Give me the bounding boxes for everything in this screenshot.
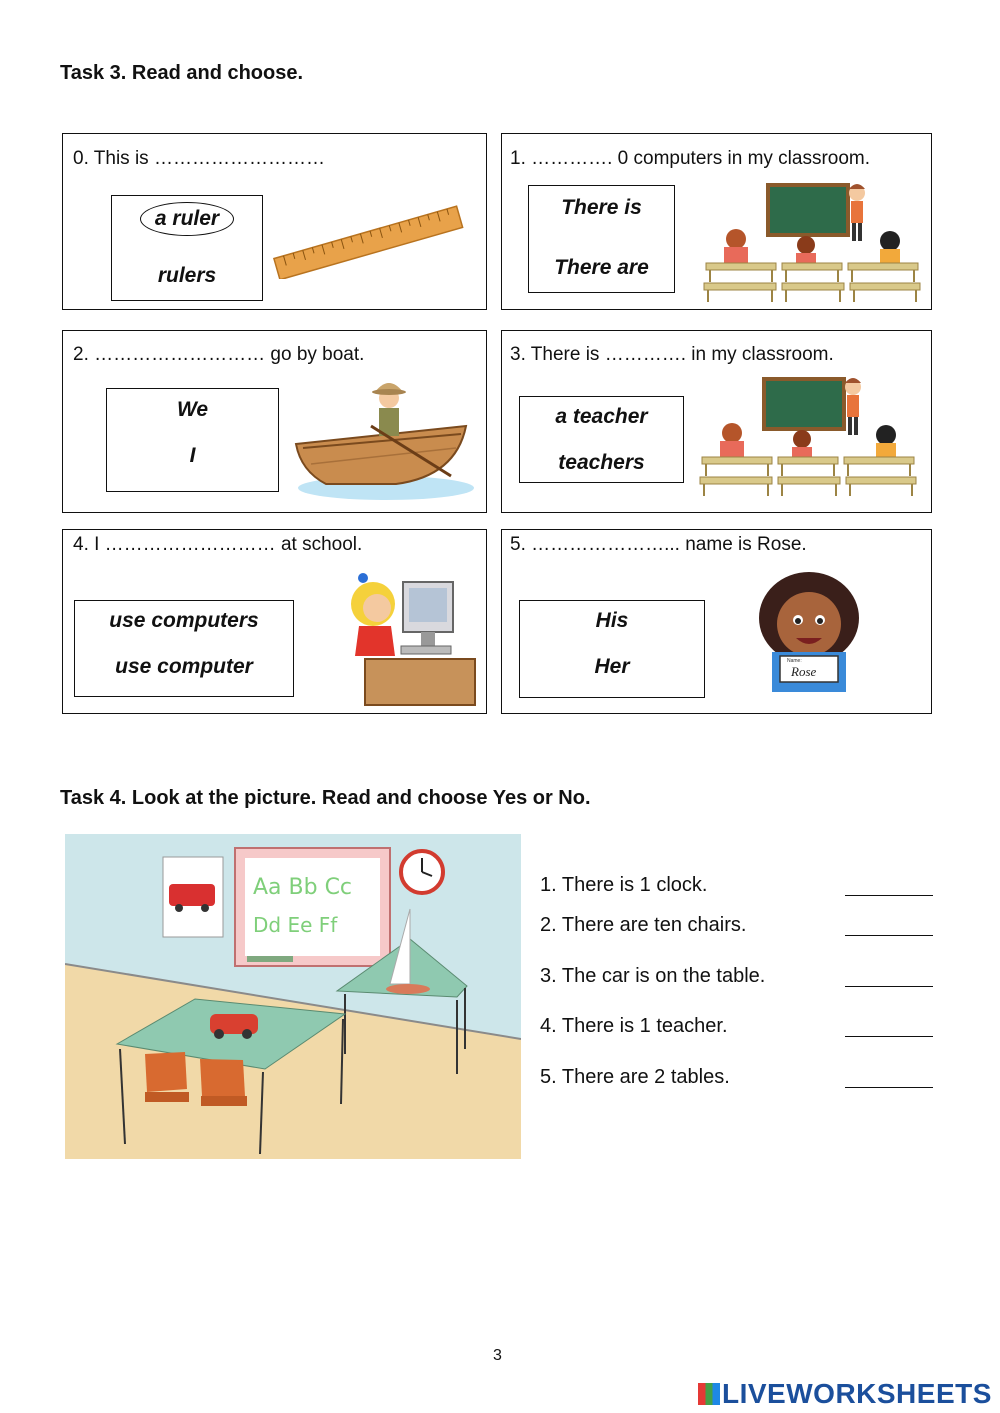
card-2-prompt: 2. ……………………… go by boat. — [73, 344, 365, 365]
task3-card-0 — [62, 133, 487, 310]
classroom-image — [702, 179, 922, 304]
card-0-option-1[interactable]: a ruler — [112, 202, 262, 236]
logo-icon — [698, 1383, 720, 1405]
card-5-option-2[interactable]: Her — [594, 655, 630, 678]
card-3-option-1[interactable]: a teacher — [555, 405, 648, 428]
card-4-option-1[interactable]: use computers — [109, 609, 259, 632]
rose-tag-label: Name: — [787, 658, 802, 664]
question-1: 1. There is 1 clock. — [540, 874, 708, 896]
task3-card-4 — [62, 529, 487, 714]
card-1-prompt: 1. …………. 0 computers in my classroom. — [510, 148, 871, 169]
card-2-option-1[interactable]: We — [176, 398, 209, 421]
task3-card-2 — [62, 330, 487, 513]
task3-card-5 — [501, 529, 932, 714]
card-5-prompt: 5. …………………... name is Rose. — [510, 534, 807, 555]
card-3-prompt: 3. There is …………. in my classroom. — [510, 344, 834, 365]
ruler-image — [268, 204, 468, 279]
answer-blank-3[interactable] — [845, 986, 933, 987]
card-4-option-2[interactable]: use computer — [115, 655, 253, 678]
boat-image — [291, 376, 476, 506]
answer-blank-1[interactable] — [845, 895, 933, 896]
card-5-options — [519, 600, 705, 698]
answer-blank-4[interactable] — [845, 1036, 933, 1037]
card-5-option-1[interactable]: His — [595, 609, 629, 632]
classroom-picture — [65, 834, 521, 1159]
card-3-option-2[interactable]: teachers — [558, 451, 645, 474]
card-1-option-1[interactable]: There is — [561, 196, 642, 219]
card-1-options — [528, 185, 675, 293]
board-text-2: Dd Ee Ff — [253, 913, 338, 937]
classroom-image — [698, 373, 918, 498]
card-3-options — [519, 396, 684, 483]
card-0-option-2[interactable]: rulers — [157, 264, 217, 287]
card-2-options — [106, 388, 279, 492]
rose-tag-text: Rose — [791, 664, 817, 679]
girl-computer-image — [345, 564, 480, 709]
question-5: 5. There are 2 tables. — [540, 1066, 730, 1088]
task3-card-1 — [501, 133, 932, 310]
board-text-1: Aa Bb Cc — [253, 875, 353, 900]
card-4-prompt: 4. I ……………………… at school. — [73, 534, 363, 555]
rose-image — [754, 568, 864, 696]
question-2: 2. There are ten chairs. — [540, 914, 747, 936]
answer-blank-2[interactable] — [845, 935, 933, 936]
liveworksheets-logo: LIVEWORKSHEETS — [698, 1378, 992, 1410]
card-0-options — [111, 195, 263, 301]
question-4: 4. There is 1 teacher. — [540, 1015, 728, 1037]
card-2-option-2[interactable]: I — [189, 444, 196, 467]
page-number: 3 — [493, 1347, 502, 1364]
card-0-prompt: 0. This is ……………………… — [73, 148, 325, 169]
card-4-options — [74, 600, 294, 697]
task4-title: Task 4. Look at the picture. Read and choose Yes or No. — [60, 787, 591, 809]
answer-blank-5[interactable] — [845, 1087, 933, 1088]
task3-card-3 — [501, 330, 932, 513]
card-1-option-2[interactable]: There are — [554, 256, 649, 279]
question-3: 3. The car is on the table. — [540, 965, 766, 987]
task3-title: Task 3. Read and choose. — [60, 62, 304, 84]
